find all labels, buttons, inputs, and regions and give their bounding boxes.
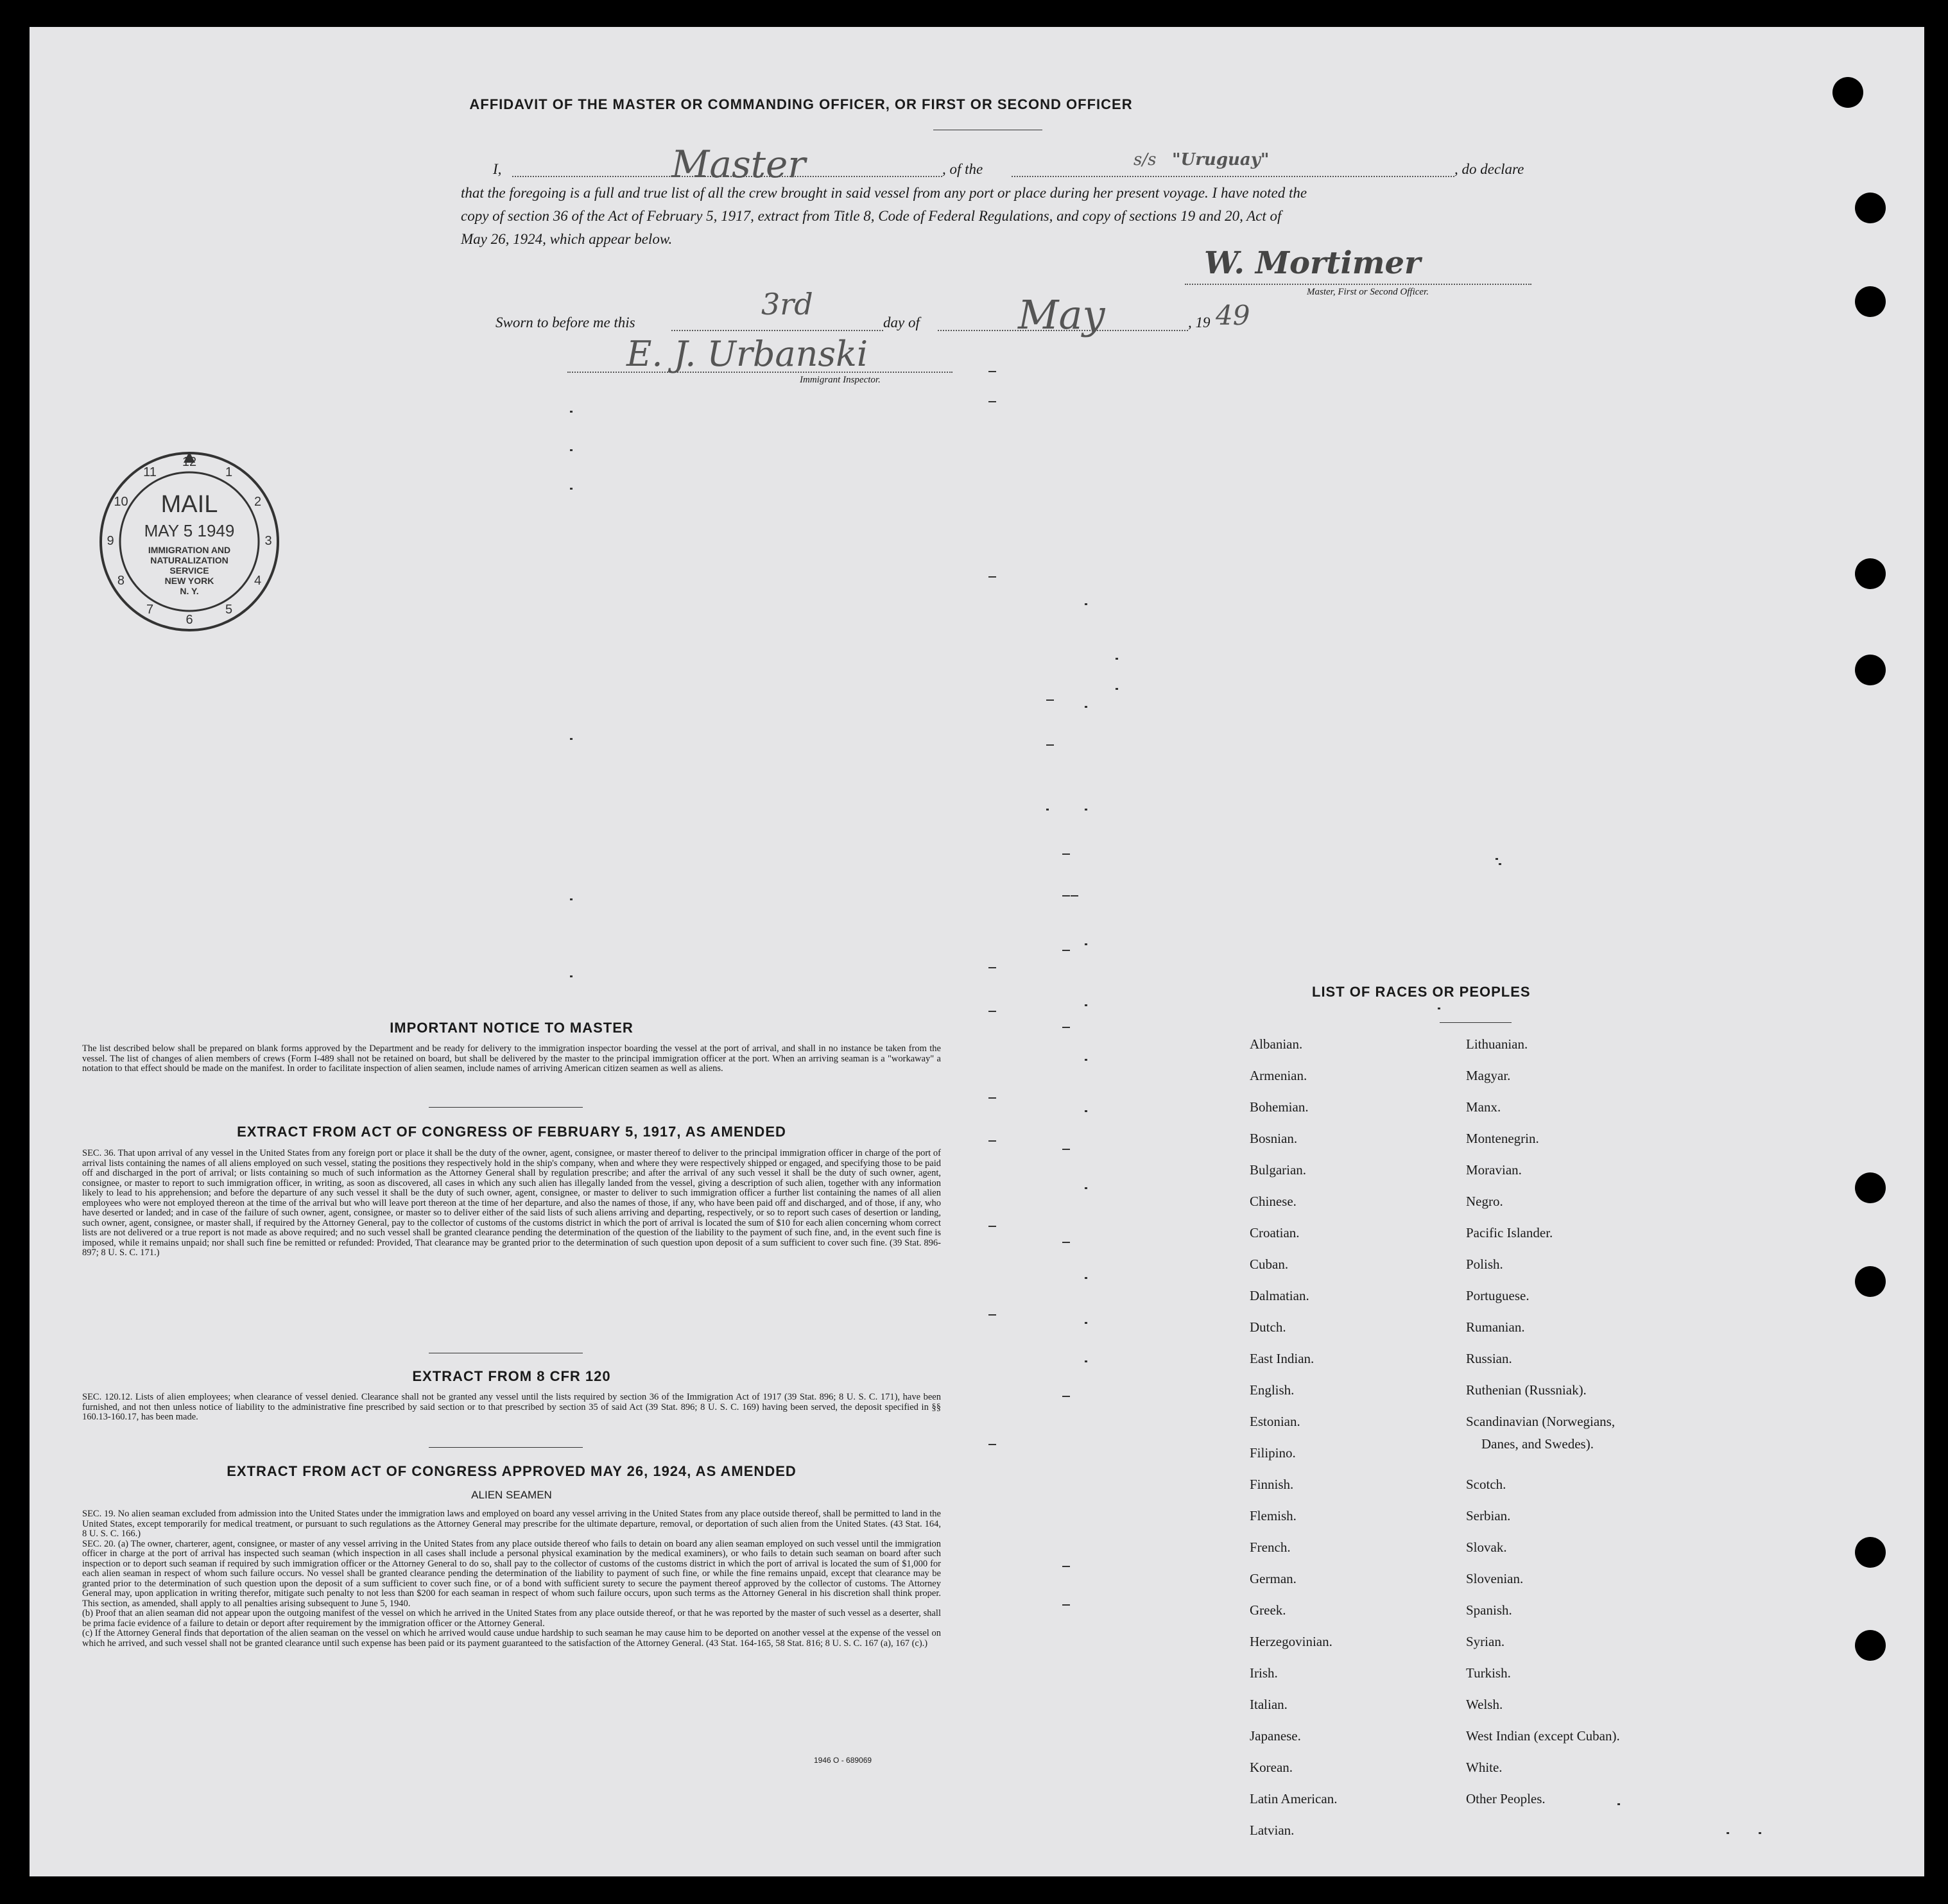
race-item: Latvian.	[1250, 1823, 1295, 1838]
race-item: Japanese.	[1250, 1728, 1301, 1744]
stamp-dial-numeral: 8	[117, 573, 125, 588]
scan-dash	[1062, 1566, 1070, 1567]
sec20b: (b) Proof that an alien seaman did not appear upon the outgoing manifest of the vessel on which he arrived in the United States from any place outside thereof, or that he was reported by the master of such vessel as a deserter, shall be prima facie evidence of a failure to detain or deport after requirement by the immigration officer or the Attorney General.	[82, 1608, 941, 1629]
race-item: Slovenian.	[1466, 1571, 1524, 1586]
declare-label: , do declare	[1454, 161, 1524, 177]
race-item: Albanian.	[1250, 1036, 1303, 1052]
notice-body: The list described below shall be prepared on blank forms approved by the Department and be ready for delivery to the immigration inspector boarding the vessel at the port of arrival, and shall in no instance be taken from the vessel. The list of changes of alien members of crews (Form I-489 shall not be retained on board, but shall be delivered by the master to the principal immigration officer at the port. When an arriving seaman is a "workaway" a notation to that effect should be made on the manifest. In order to facilitate inspection of alien seamen, include names of arriving American citizen seamen as well as aliens.	[82, 1043, 941, 1074]
scan-speck	[1759, 1832, 1761, 1834]
signature-line	[1185, 284, 1531, 285]
scan-dash	[988, 576, 996, 578]
vessel-line	[1012, 176, 1454, 177]
scan-speck	[1617, 1803, 1620, 1805]
race-item: Ruthenian (Russniak).	[1466, 1382, 1587, 1398]
stamp-dial-numeral: 1	[225, 465, 233, 480]
scan-speck	[1046, 809, 1049, 810]
scan-speck	[1085, 1360, 1087, 1362]
vessel-prefix: s/s	[1133, 150, 1157, 169]
scan-speck	[570, 975, 573, 977]
scan-speck	[1085, 809, 1087, 810]
mail-stamp	[96, 449, 282, 635]
stamp-dial-numeral: 5	[225, 602, 233, 617]
rule-3	[429, 1447, 583, 1448]
races-rule	[1440, 1022, 1512, 1023]
race-item: Dalmatian.	[1250, 1288, 1309, 1303]
stamp-line5: N. Y.	[180, 586, 199, 596]
race-item: Estonian.	[1250, 1414, 1300, 1429]
i-label: I,	[493, 161, 502, 177]
day-of-label: day of	[883, 314, 920, 330]
scan-dash	[1062, 1149, 1070, 1150]
punch-hole-icon	[1855, 1537, 1886, 1568]
punch-hole-icon	[1855, 286, 1886, 317]
scan-speck	[1438, 1008, 1440, 1009]
race-item: Lithuanian.	[1466, 1036, 1528, 1052]
race-item: Flemish.	[1250, 1508, 1297, 1523]
race-item: Rumanian.	[1466, 1319, 1525, 1335]
race-item: Portuguese.	[1466, 1288, 1530, 1303]
stamp-date: MAY 5 1949	[144, 521, 235, 540]
scan-speck	[1085, 943, 1087, 945]
race-item: Turkish.	[1466, 1665, 1511, 1681]
punch-hole-icon	[1832, 77, 1863, 108]
vessel-handwritten: "Uruguay"	[1172, 150, 1270, 169]
race-item: Cuban.	[1250, 1256, 1289, 1272]
scan-speck	[1116, 688, 1118, 690]
race-item: White.	[1466, 1760, 1503, 1775]
scan-speck	[1085, 603, 1087, 605]
race-item: Finnish.	[1250, 1477, 1294, 1492]
master-signature: W. Mortimer	[1204, 245, 1421, 281]
stamp-line4: NEW YORK	[164, 576, 214, 586]
race-item: Armenian.	[1250, 1068, 1307, 1083]
scan-dash	[1062, 1027, 1070, 1028]
race-item: Scotch.	[1466, 1477, 1506, 1492]
scan-dash	[1046, 699, 1054, 701]
scan-speck	[570, 738, 573, 740]
race-item: Welsh.	[1466, 1697, 1503, 1712]
race-item: Italian.	[1250, 1697, 1288, 1712]
race-item: Russian.	[1466, 1351, 1512, 1366]
scan-speck	[1085, 1277, 1087, 1279]
punch-hole-icon	[1855, 1172, 1886, 1203]
affidavit-line2: that the foregoing is a full and true list of all the crew brought in said vessel from any port or place during her present voyage. I have noted the	[461, 185, 1307, 201]
master-handwritten: Master	[671, 142, 806, 186]
race-item: Pacific Islander.	[1466, 1225, 1553, 1240]
stamp-dial-numeral: 7	[146, 602, 154, 617]
scan-dash	[988, 1444, 996, 1445]
punch-hole-icon	[1855, 655, 1886, 685]
race-item: East Indian.	[1250, 1351, 1314, 1366]
stamp-dial-numeral: 11	[143, 465, 157, 480]
stamp-line3: SERVICE	[169, 565, 209, 576]
punch-hole-icon	[1855, 1266, 1886, 1297]
race-item: Polish.	[1466, 1256, 1503, 1272]
scan-speck	[1085, 1059, 1087, 1061]
extract1917-body: SEC. 36. That upon arrival of any vessel in the United States from any foreign port or place it shall be the duty of the owner, agent, consignee, or master thereof to deliver to the principal immigration officer in charge of the port of arrival lists containing the names of all aliens employed on such vessel, stating the positions they respectively hold in the ship's company, when and where they were respectively shipped or engaged, and specifying those to be paid off and discharged in the port of arrival; or lists containing so much of such information as the Attorney General shall by regulation prescribe; and after the arrival of any such vessel it shall be the duty of such owner, agent, consignee, or master to report to such immigration officer, in writing, as soon as discovered, all cases in which any such alien has illegally landed from the vessel, giving a description of such alien, together with any information likely to lead to his apprehension; and before the departure of any such vessel it shall be the duty of such owner, agent, consignee, or master to deliver to such immigration officer a further list containing the names of all alien employees who were not employed thereon at the time of the arrival but who will leave port thereon at the time of her departure, and also the names of those, if any, who have been paid off and discharged, and of those, if any, who have deserted or landed; and in case of the failure of such owner, agent, consignee, or master so to deliver either of the said lists of such aliens arriving and departing, respectively, or so to report such cases of desertion or landing, such owner, agent, consignee, or master shall, if required by the Attorney General, pay to the collector of customs of the customs district in which the port of arrival is located the sum of $10 for each alien concerning whom correct lists are not delivered or a true report is not made as above required; and no such vessel shall be granted clearance pending the determination of the question of the liability to the payment of such fine, and, in the event such fine is imposed, while it remains unpaid; nor shall such fine be remitted or refunded: Provided, That clearance may be granted prior to the determination of such question upon deposit of a sum sufficient to cover such fine. (39 Stat. 896-897; 8 U. S. C. 171.)	[82, 1148, 941, 1258]
sworn-label: Sworn to before me this	[496, 314, 635, 330]
stamp-line2: NATURALIZATION	[150, 555, 228, 565]
affidavit-line3: copy of section 36 of the Act of February 5, 1917, extract from Title 8, Code of Federal Regulations, and copy of sections 19 and 20, Act of	[461, 208, 1282, 224]
race-item: Serbian.	[1466, 1508, 1511, 1523]
scan-dash	[1062, 1604, 1070, 1606]
race-item: Bulgarian.	[1250, 1162, 1307, 1178]
race-item: Croatian.	[1250, 1225, 1300, 1240]
inspector-caption: Immigrant Inspector.	[800, 375, 881, 385]
scan-speck	[570, 411, 573, 413]
race-item: Slovak.	[1466, 1539, 1507, 1555]
of-the-label: , of the	[942, 161, 983, 177]
scan-dash	[988, 967, 996, 968]
scan-speck	[1085, 706, 1087, 708]
extract8cfr-title: EXTRACT FROM 8 CFR 120	[412, 1368, 611, 1384]
race-item: Filipino.	[1250, 1445, 1296, 1461]
extract1924-body	[82, 1509, 941, 1649]
race-col2-continuation: Danes, and Swedes).	[1481, 1436, 1594, 1452]
race-item: Bohemian.	[1250, 1099, 1309, 1115]
scan-speck	[1085, 1004, 1087, 1006]
scan-speck	[570, 449, 573, 451]
scan-dash	[988, 1226, 996, 1227]
race-item: Negro.	[1466, 1194, 1503, 1209]
race-item: Syrian.	[1466, 1634, 1505, 1649]
race-item: Montenegrin.	[1466, 1131, 1539, 1146]
race-item: Moravian.	[1466, 1162, 1522, 1178]
extract1917-title: EXTRACT FROM ACT OF CONGRESS OF FEBRUARY 5, 1917, AS AMENDED	[237, 1124, 786, 1140]
extract1924-subtitle: ALIEN SEAMEN	[471, 1489, 552, 1501]
month-handwritten: May	[1018, 291, 1105, 338]
race-item: Scandinavian (Norwegians,	[1466, 1414, 1616, 1429]
notice-title: IMPORTANT NOTICE TO MASTER	[390, 1020, 634, 1036]
scan-speck	[1116, 658, 1118, 660]
scan-dash	[988, 401, 996, 402]
race-item: Herzegovinian.	[1250, 1634, 1332, 1649]
scan-dash	[1062, 1242, 1070, 1243]
punch-hole-icon	[1855, 1630, 1886, 1661]
stamp-line1: IMMIGRATION AND	[148, 545, 231, 555]
race-item: German.	[1250, 1571, 1297, 1586]
day-line	[671, 330, 883, 331]
scan-dash	[1071, 895, 1078, 896]
affidavit-line4: May 26, 1924, which appear below.	[461, 231, 673, 247]
race-item: Korean.	[1250, 1760, 1293, 1775]
scan-dash	[988, 371, 996, 372]
extract8cfr-body: SEC. 120.12. Lists of alien employees; when clearance of vessel denied. Clearance shall not be granted any vessel until the lists required by section 36 of the Immigration Act of 1917 (39 Stat. 896; 8 U. S. C. 171), have been furnished, and not then unless notice of liability to the administrative fine prescribed by said section or to that prescribed by section 35 of said Act (39 Stat. 896; 8 U. S. C. 169) having been served, the deposit specified in §§ 160.13-160.17, has been made.	[82, 1392, 941, 1422]
race-item: Other Peoples.	[1466, 1791, 1546, 1806]
scan-dash	[1062, 853, 1070, 855]
stamp-dial-numeral: 10	[114, 494, 128, 509]
scan-speck	[1085, 1187, 1087, 1189]
race-item: Greek.	[1250, 1602, 1286, 1618]
races-title: LIST OF RACES OR PEOPLES	[1312, 984, 1531, 1000]
scan-speck	[1727, 1832, 1729, 1834]
race-item: Spanish.	[1466, 1602, 1512, 1618]
scan-speck	[1085, 1322, 1087, 1324]
stamp-dial-numeral: 3	[264, 534, 272, 548]
day-handwritten: 3rd	[761, 287, 813, 322]
extract1924-title: EXTRACT FROM ACT OF CONGRESS APPROVED MAY 26, 1924, AS AMENDED	[227, 1463, 797, 1479]
sec19: SEC. 19. No alien seaman excluded from admission into the United States under the immigration laws and employed on board any vessel arriving in the United States from any place outside thereof, shall be permitted to land in the United States, except temporarily for medical treatment, or pursuant to such regulations as the Attorney General may prescribe for the ultimate departure, removal, or deportation of such alien from the United States. (43 Stat. 164, 8 U. S. C. 166.)	[82, 1509, 941, 1539]
race-item: English.	[1250, 1382, 1295, 1398]
sec20a: SEC. 20. (a) The owner, charterer, agent, consignee, or master of any vessel arriving in the United States from any place outside thereof who fails to detain on board any alien seaman employed on such vessel until the immigration officer in charge at the port of arrival has inspected such seaman (which inspection in all cases shall include a personal physical examination by the medical examiners), or who fails to detain such seaman on board after such inspection or to deport such seaman if required by such immigration officer or the Attorney General to do so, shall pay to the collector of customs of the customs district in which the port of arrival is located the sum of $1,000 for each alien seaman in respect of whom such failure occurs. No vessel shall be granted clearance pending the determination of the liability to payment of such fine, or while the fine remains unpaid, except that clearance may be granted prior to the determination of such question upon the deposit of a sum sufficient to cover such fine, or of a bond with sufficient surety to secure the payment thereof approved by the collector of customs. The Attorney General may, upon application in writing therefor, mitigate such penalty to not less than $200 for each seaman in respect of whom such failure occurs, upon such terms as the Attorney General in his discretion shall think proper. This section, as amended, shall apply to all penalties arising subsequent to June 5, 1940.	[82, 1538, 941, 1609]
stamp-agency	[96, 545, 282, 596]
race-item: Chinese.	[1250, 1194, 1297, 1209]
stamp-dial-numeral: 12	[182, 455, 197, 469]
stamp-dial-numeral: 6	[185, 613, 193, 627]
rule-1	[429, 1107, 583, 1108]
stamp-mail: MAIL	[160, 491, 218, 518]
race-item: French.	[1250, 1539, 1291, 1555]
scan-dash	[1062, 1396, 1070, 1397]
race-item: Bosnian.	[1250, 1131, 1298, 1146]
year-label: , 19	[1188, 314, 1211, 330]
race-item: Latin American.	[1250, 1791, 1338, 1806]
scan-dash	[988, 1011, 996, 1012]
punch-hole-icon	[1855, 193, 1886, 223]
inspector-signature: E. J. Urbanski	[626, 334, 868, 374]
punch-hole-icon	[1855, 558, 1886, 589]
scan-dash	[988, 1140, 996, 1142]
stamp-dial-numeral: 4	[254, 573, 262, 588]
scan-speck	[1499, 863, 1501, 865]
stamp-dial-numeral: 9	[107, 534, 114, 548]
master-caption: Master, First or Second Officer.	[1307, 287, 1429, 297]
race-item: Irish.	[1250, 1665, 1278, 1681]
race-item: Dutch.	[1250, 1319, 1286, 1335]
scan-dash	[1062, 950, 1070, 951]
year-handwritten: 49	[1216, 300, 1250, 331]
print-code: 1946 O - 689069	[814, 1756, 872, 1765]
scan-speck	[1495, 858, 1498, 860]
sec20c: (c) If the Attorney General finds that deportation of the alien seaman on the vessel on which he arrived would cause undue hardship to such seaman he may cause him to be deported on another vessel at the expense of the vessel on which he arrived, and such vessel shall not be granted clearance until such expense has been paid or its payment guaranteed to the satisfaction of the Attorney General. (43 Stat. 164-165, 58 Stat. 816; 8 U. S. C. 167 (a), 167 (c).)	[82, 1628, 941, 1649]
scan-dash	[988, 1097, 996, 1099]
scan-speck	[570, 898, 573, 900]
scan-speck	[570, 488, 573, 490]
inspector-line	[567, 372, 952, 373]
race-item: West Indian (except Cuban).	[1466, 1728, 1620, 1744]
race-item: Magyar.	[1466, 1068, 1511, 1083]
scan-dash	[1046, 744, 1054, 746]
document-sheet	[30, 27, 1924, 1876]
scan-speck	[1085, 1110, 1087, 1112]
affidavit-title: AFFIDAVIT OF THE MASTER OR COMMANDING OFFICER, OR FIRST OR SECOND OFFICER	[469, 96, 1133, 112]
scan-dash	[988, 1314, 996, 1316]
race-item: Manx.	[1466, 1099, 1501, 1115]
scan-dash	[1062, 895, 1070, 896]
stamp-dial	[96, 449, 282, 635]
stamp-dial-numeral: 2	[254, 494, 262, 509]
